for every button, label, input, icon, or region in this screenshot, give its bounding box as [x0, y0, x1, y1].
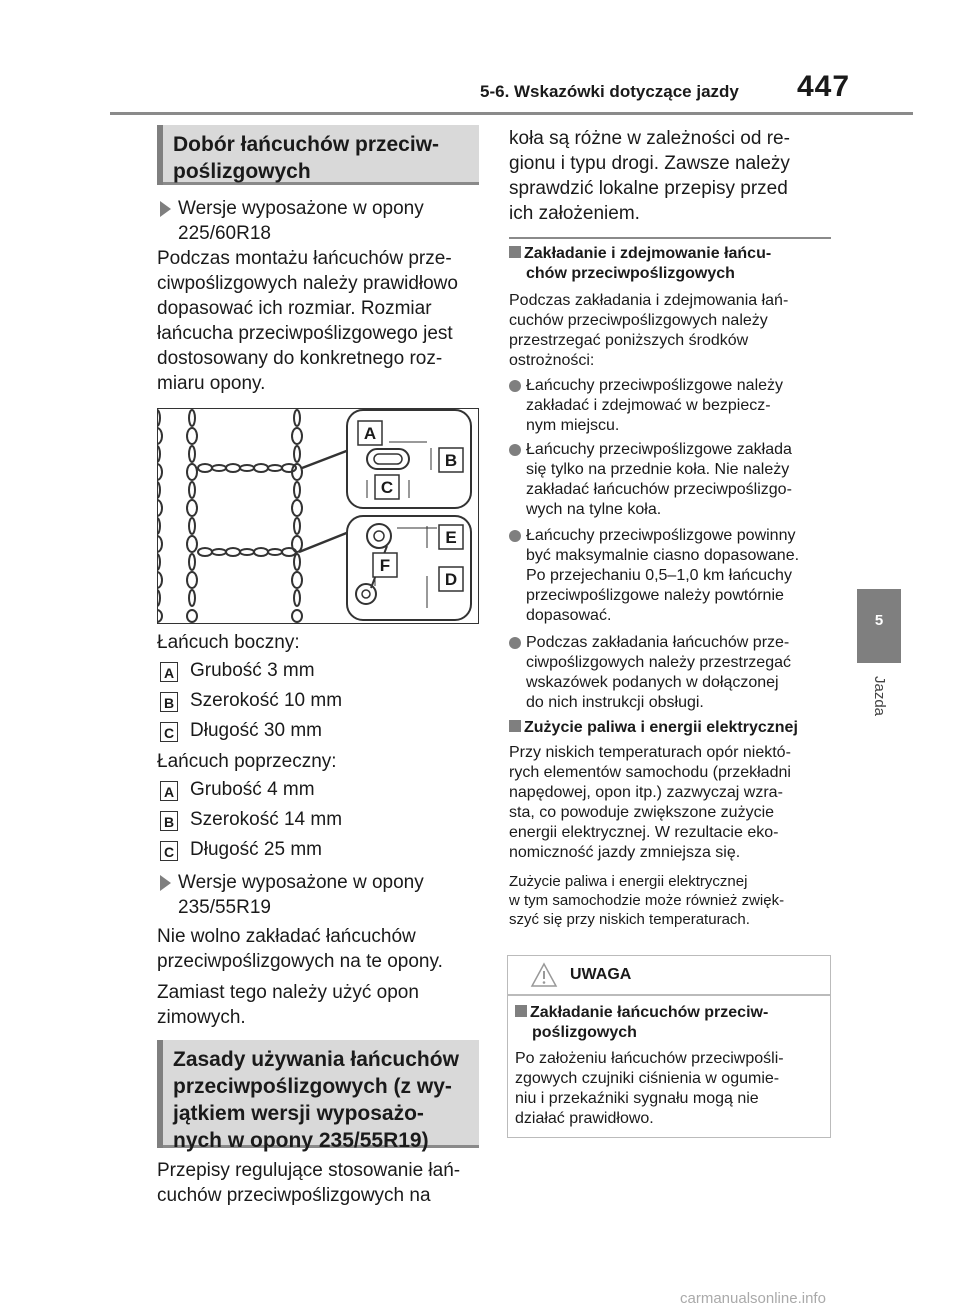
square-bullet-icon — [509, 720, 521, 732]
section-heading-chain-selection: Dobór łańcuchów przeciw- poślizgowych — [157, 125, 479, 185]
divider — [509, 237, 831, 239]
label-c: C — [380, 478, 394, 497]
variant-label-225: Wersje wyposażone w opony 225/60R18 — [160, 196, 480, 246]
subheading-consumption: Zużycie paliwa i energii elektrycznej — [509, 718, 839, 738]
warning-text: Po założeniu łańcuchów przeciwpośli- zgowych czujniki ciśnienia w ogumie- niu i przekaźniki sygnału mogą nie działać prawidłowo. — [515, 1050, 784, 1127]
bullet-item: Łańcuchy przeciwpoślizgowe powinny być maksymalnie ciasno dopasowane. Po przejechaniu 0,5–1,0 km łańcuchy przeciwpoślizgowe należy powtórnie dopasować. — [509, 526, 839, 626]
bullet-item: Podczas zakładania łańcuchów prze- ciwpoślizgowych należy przestrzegać wskazówek podanych w dołączonej do nich instrukcji obsługi. — [509, 633, 839, 713]
chapter-label: Jazda — [871, 676, 888, 717]
label-f: F — [379, 556, 391, 575]
variant-label-235: Wersje wyposażone w opony 235/55R19 — [160, 870, 480, 920]
label-b: B — [444, 451, 458, 470]
winter-tires-paragraph: Zamiast tego należy użyć opon zimowych. — [157, 982, 419, 1028]
label-a: A — [363, 424, 377, 443]
header-divider — [110, 112, 913, 115]
round-bullet-icon — [509, 637, 521, 649]
fitting-paragraph: Podczas montażu łańcuchów prze- ciwpoślizgowych należy prawidłowo dopasować ich rozmiar. Rozmiar łańcucha przeciwpoślizgowego jest dostosowany do konkretnego roz- miaru opony. — [157, 248, 458, 394]
round-bullet-icon — [509, 444, 521, 456]
continuation-paragraph: koła są różne w zależności od re- gionu i typu drogi. Zawsze należy sprawdzić lokalne przepisy przed ich założeniem. — [509, 128, 790, 224]
label-d: D — [444, 570, 458, 589]
bullet-item: Łańcuchy przeciwpoślizgowe należy zakładać i zdejmować w bezpiecz- nym miejscu. — [509, 376, 839, 436]
round-bullet-icon — [509, 380, 521, 392]
mounting-intro: Podczas zakładania i zdejmowania łań- cuchów przeciwpoślizgowych należy przestrzegać poniższych środków ostrożności: — [509, 292, 789, 369]
cross-chain-heading: Łańcuch poprzeczny: — [157, 751, 337, 772]
triangle-bullet-icon — [160, 875, 171, 891]
warning-title: UWAGA — [570, 966, 632, 983]
chapter-number: 5 — [874, 612, 884, 629]
no-chains-paragraph: Nie wolno zakładać łańcuchów przeciwpoślizgowych na te opony. — [157, 926, 443, 972]
triangle-bullet-icon — [160, 201, 171, 217]
consumption-note: Zużycie paliwa i energii elektrycznej w tym samochodzie może również zwięk- szyć się przy niskich temperaturach. — [509, 873, 785, 928]
subheading-mounting: Zakładanie i zdejmowanie łańcu- chów przeciwpoślizgowych — [509, 244, 839, 284]
warning-subheading: Zakładanie łańcuchów przeciw- poślizgowych — [515, 1003, 825, 1043]
section-title: 5-6. Wskazówki dotyczące jazdy — [480, 82, 739, 101]
warning-header — [508, 956, 830, 996]
label-e: E — [445, 528, 457, 547]
watermark: carmanualsonline.info — [680, 1290, 826, 1307]
consumption-paragraph: Przy niskich temperaturach opór niektó- rych elementów samochodu (przekładni napędowej, opon itp.) zazwyczaj wzra- sta, co powoduje zwiększone zużycie energii elektrycznej. W rezultacie eko- nomiczność jazdy zmniejsza się. — [509, 744, 791, 861]
chain-diagram — [157, 408, 479, 624]
side-chain-heading: Łańcuch boczny: — [157, 632, 300, 653]
square-bullet-icon — [515, 1005, 527, 1017]
round-bullet-icon — [509, 530, 521, 542]
page-number: 447 — [797, 70, 851, 103]
warning-triangle-icon — [530, 962, 558, 988]
bullet-item: Łańcuchy przeciwpoślizgowe zakłada się tylko na przednie koła. Nie należy zakładać łańcuchów przeciwpoślizgo- wych na tylne koła. — [509, 440, 839, 520]
section-heading-chain-rules: Zasady używania łańcuchów przeciwpoślizgowych (z wy- jątkiem wersji wyposażo- nych w opony 235/55R19) — [157, 1040, 479, 1148]
regulations-paragraph: Przepisy regulujące stosowanie łań- cuchów przeciwpoślizgowych na — [157, 1160, 461, 1206]
square-bullet-icon — [509, 246, 521, 258]
